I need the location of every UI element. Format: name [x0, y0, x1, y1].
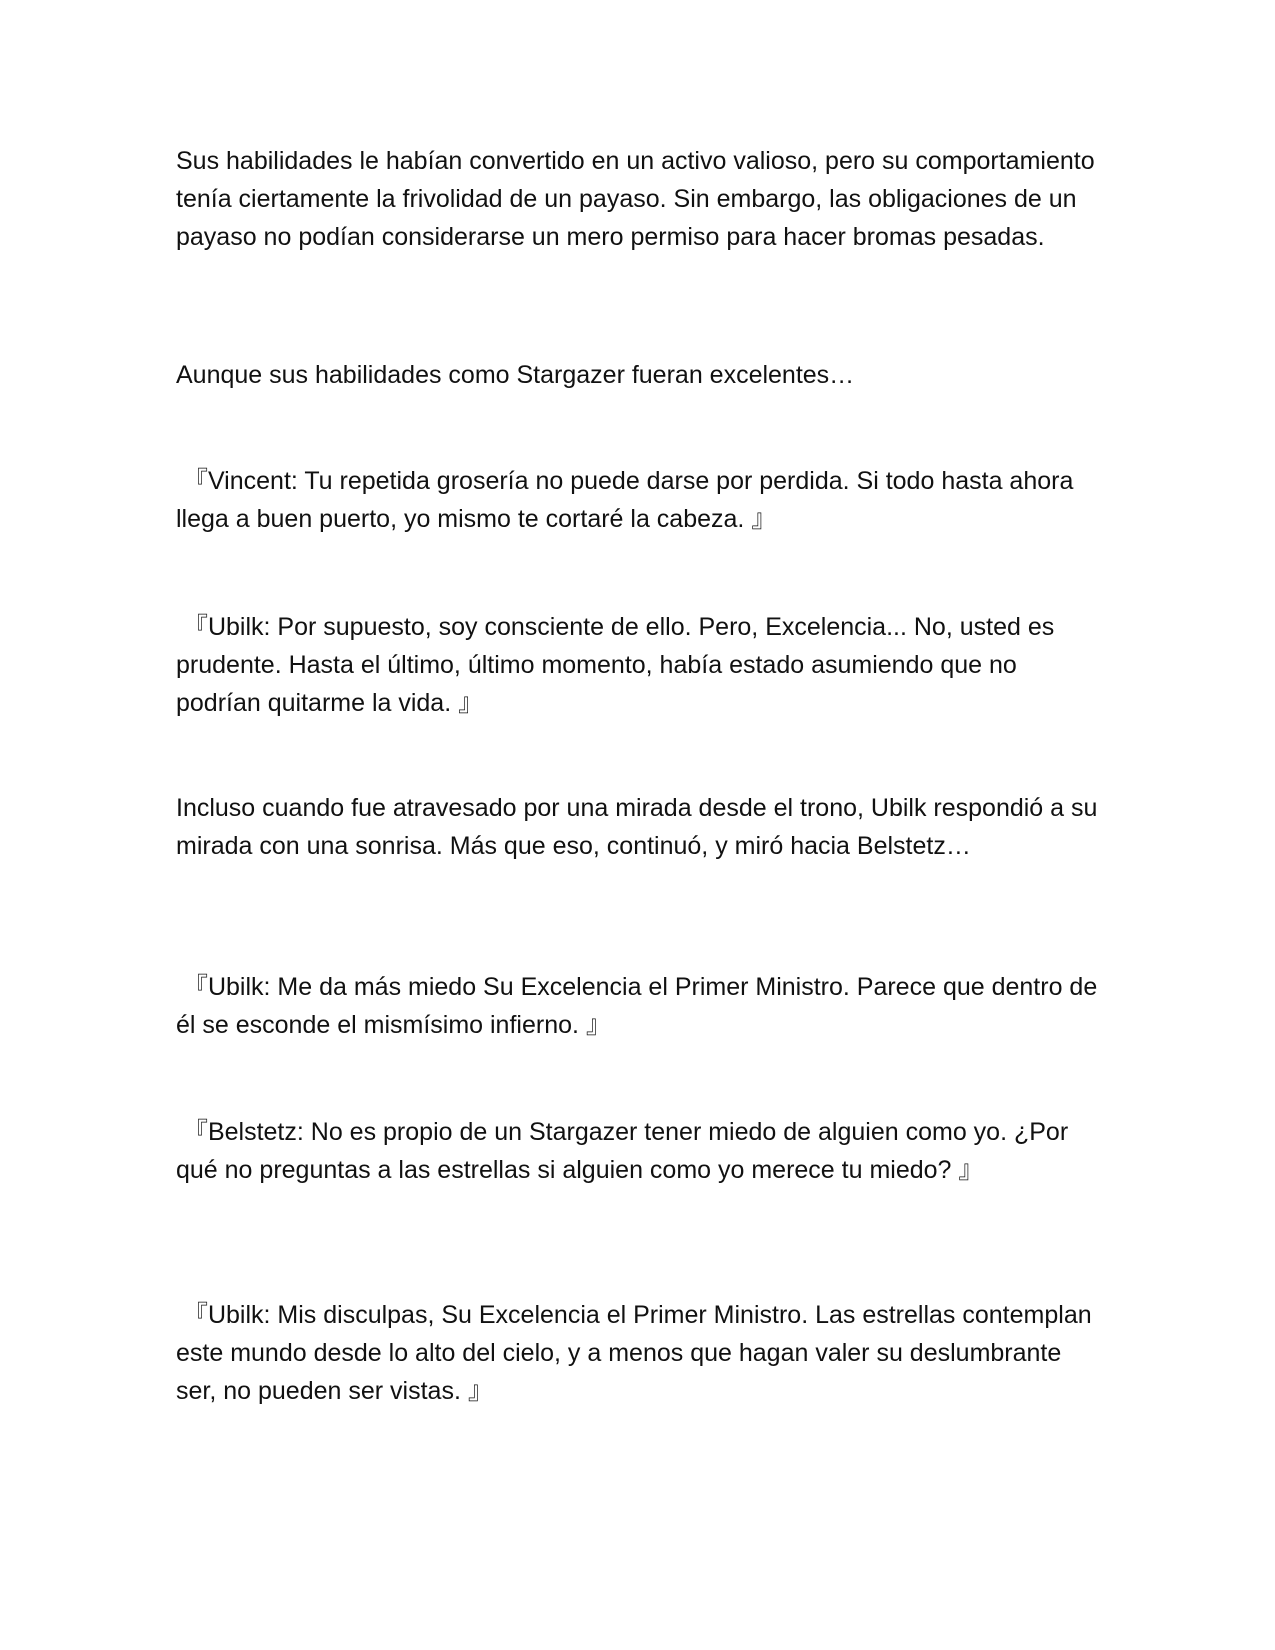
- paragraph-dialogue-vincent: 『Vincent: Tu repetida grosería no puede darse por perdida. Si todo hasta ahora llega a buen puerto, yo mismo te cortaré la cabeza. 』: [176, 467, 1081, 533]
- paragraph-dialogue-belstetz: 『Belstetz: No es propio de un Stargazer tener miedo de alguien como yo. ¿Por qué no preguntas a las estrellas si alguien como yo merece tu miedo? 』: [176, 1118, 1076, 1184]
- paragraph-dialogue-ubilk-1: 『Ubilk: Por supuesto, soy consciente de ello. Pero, Excelencia... No, usted es prudente. Hasta el último, último momento, había estado asumiendo que no podrían quitarme la vida. 』: [176, 613, 1062, 717]
- paragraph-narration-3: Incluso cuando fue atravesado por una mirada desde el trono, Ubilk respondió a su mirada con una sonrisa. Más que eso, continuó, y miró hacia Belstetz…: [176, 794, 1105, 860]
- paragraph-dialogue-ubilk-2: 『Ubilk: Me da más miedo Su Excelencia el Primer Ministro. Parece que dentro de él se esconde el mismísimo infierno. 』: [176, 973, 1105, 1039]
- paragraph-dialogue-ubilk-3: 『Ubilk: Mis disculpas, Su Excelencia el Primer Ministro. Las estrellas contemplan este mundo desde lo alto del cielo, y a menos que hagan valer su deslumbrante ser, no pueden ser vistas. 』: [176, 1301, 1099, 1405]
- paragraph-narration-2: Aunque sus habilidades como Stargazer fueran excelentes…: [176, 361, 855, 389]
- paragraph-narration-1: Sus habilidades le habían convertido en un activo valioso, pero su comportamiento tenía ciertamente la frivolidad de un payaso. Sin embargo, las obligaciones de un payaso no podían considerarse un mero permiso para hacer bromas pesadas.: [176, 147, 1102, 251]
